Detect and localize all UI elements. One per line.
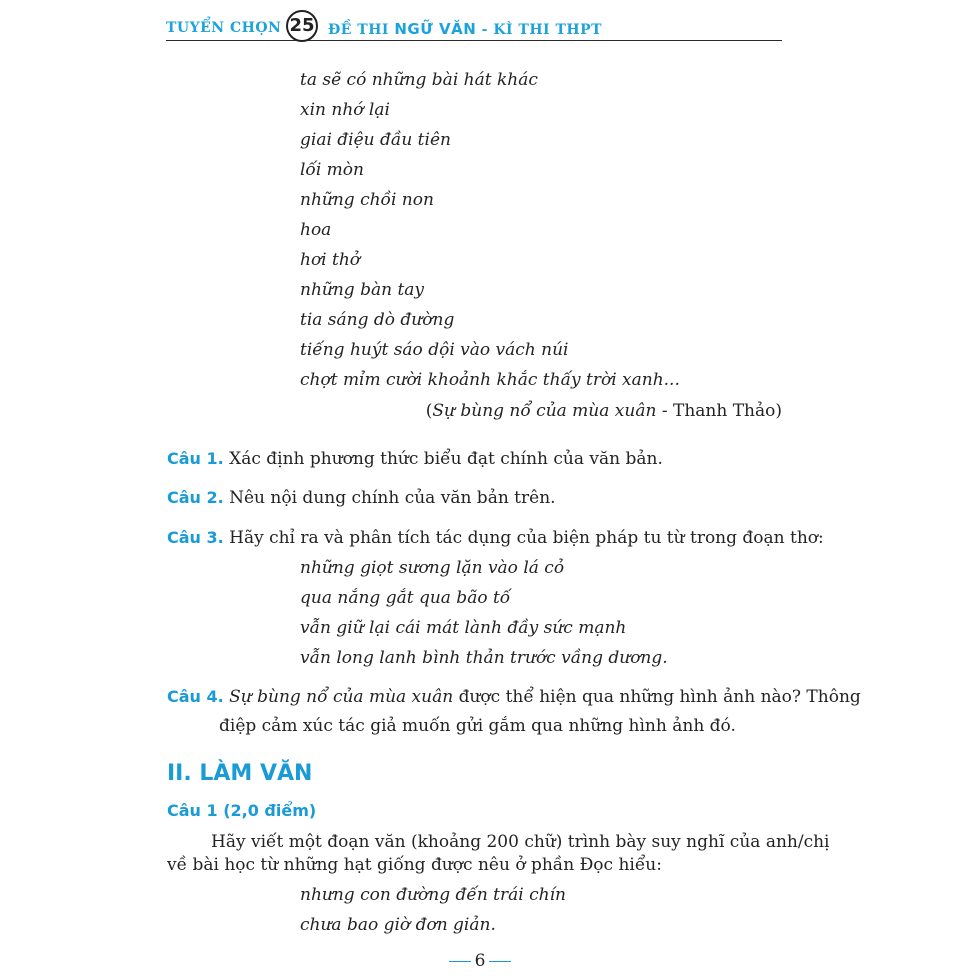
question-4-continued: điệp cảm xúc tác giả muốn gửi gắm qua những hình ảnh đó.	[219, 716, 736, 736]
header-title-left: TUYỂN CHỌN	[166, 20, 282, 36]
poem-line: tiếng huýt sáo dội vào vách núi	[300, 340, 569, 360]
paragraph-line: Hãy viết một đoạn văn (khoảng 200 chữ) trình bày suy nghĩ của anh/chị	[211, 832, 830, 852]
verse-line: vẫn long lanh bình thản trước vầng dương.	[300, 648, 668, 668]
section-heading: II. LÀM VĂN	[167, 761, 313, 786]
poem-line: giai điệu đầu tiên	[300, 130, 451, 150]
verse-line: những giọt sương lặn vào lá cỏ	[300, 558, 565, 578]
poem-line: xin nhớ lại	[300, 100, 390, 120]
page-number: 6	[440, 951, 520, 971]
poem-line: ta sẽ có những bài hát khác	[300, 70, 538, 90]
poem-line: những chồi non	[300, 190, 434, 210]
header-title-right: ĐỀ THI NGỮ VĂN - KÌ THI THPT	[328, 20, 603, 38]
poem-line: hoa	[300, 220, 332, 240]
section-subheading: Câu 1 (2,0 điểm)	[167, 801, 317, 820]
header-number-badge: 25	[286, 10, 318, 42]
poem-line: những bàn tay	[300, 280, 425, 300]
paragraph-line: về bài học từ những hạt giống được nêu ở phần Đọc hiểu:	[167, 855, 662, 875]
page-header	[166, 8, 782, 41]
question-3: Câu 3. Hãy chỉ ra và phân tích tác dụng của biện pháp tu từ trong đoạn thơ:	[167, 528, 824, 548]
question-4: Câu 4. Sự bùng nổ của mùa xuân được thể hiện qua những hình ảnh nào? Thông	[167, 687, 861, 707]
verse-line: vẫn giữ lại cái mát lành đầy sức mạnh	[300, 618, 627, 638]
poem-line: lối mòn	[300, 160, 364, 180]
verse-line: qua nắng gắt qua bão tố	[300, 588, 511, 608]
verse-line: nhưng con đường đến trái chín	[300, 885, 566, 905]
question-1: Câu 1. Xác định phương thức biểu đạt chính của văn bản.	[167, 449, 663, 469]
question-2: Câu 2. Nêu nội dung chính của văn bản trên.	[167, 488, 556, 508]
poem-line: tia sáng dò đường	[300, 310, 455, 330]
verse-line: chưa bao giờ đơn giản.	[300, 915, 496, 935]
poem-line: hơi thở	[300, 250, 361, 270]
poem-source: (Sự bùng nổ của mùa xuân - Thanh Thảo)	[425, 401, 782, 421]
poem-line: chợt mỉm cười khoảnh khắc thấy trời xanh...	[300, 370, 680, 390]
